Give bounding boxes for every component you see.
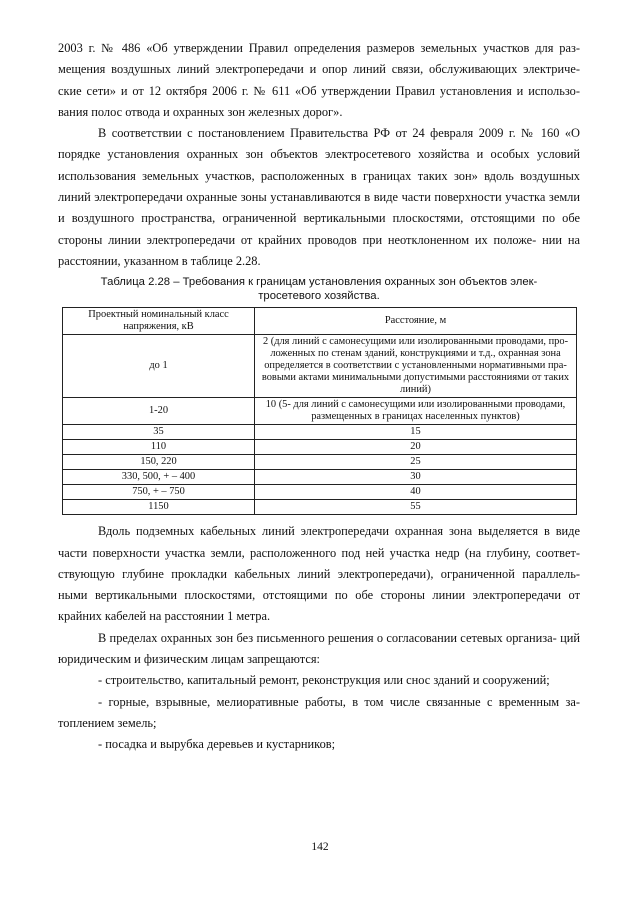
paragraph-decree-references: 2003 г. № 486 «Об утверждении Правил определения размеров земельных участков для раз- мещения воздушных линий электропередачи и опор линий связи, обслуживающих электриче- ские сети» и от 12 октября 2006 г. № 611 «Об утверждении Правил установления и использо- вания полос отвода и охранных зон железных дорог». bbox=[58, 41, 580, 119]
paragraph-underground-lines: Вдоль подземных кабельных линий электропередачи охранная зона выделяется в виде части поверхности участка земли, расположенного под ней участка недр (на глубину, соответ- ствующую глубине прокладки кабельных линий электропередачи), ограниченной параллель- ными вертикальными плоскостями, отстоящими по обе стороны линии электропередачи от крайних кабелей на расстоянии 1 метра. bbox=[58, 524, 580, 624]
table-cell: 30 bbox=[255, 470, 577, 485]
table-cell: 150, 220 bbox=[63, 455, 255, 470]
table-row bbox=[63, 470, 577, 485]
table-cell: 2 (для линий с самонесущими или изолированными проводами, про-ложенных по стенам зданий, конструкциями и т.д., охранная зона определяется в соответствии с установленными нормативными пра-вовыми актами минимальными допустимыми расстояниями от таких линий) bbox=[255, 335, 577, 398]
table-cell: 25 bbox=[255, 455, 577, 470]
table-cell: 40 bbox=[255, 485, 577, 500]
table-row bbox=[63, 440, 577, 455]
table-cell: 1-20 bbox=[63, 398, 255, 425]
protection-zone-table bbox=[62, 307, 577, 515]
table-cell: 10 (5- для линий с самонесущими или изолированными проводами, размещенных в границах населенных пунктов) bbox=[255, 398, 577, 425]
table-cell: 15 bbox=[255, 425, 577, 440]
paragraph-overhead-lines: В соответствии с постановлением Правительства РФ от 24 февраля 2009 г. № 160 «О порядке установления охранных зон объектов электросетевого хозяйства и особых условий использования земельных участков, расположенных в границах таких зон» вдоль воздушных линий электропередачи охранные зоны устанавливаются в виде части поверхности участка земли и воздушного пространства, ограниченной вертикальными плоскостями, отстоящими по обе стороны линии электропередачи от крайних проводов при неотклоненном их положе- нии на расстоянии, указанном в таблице 2.28. bbox=[58, 126, 580, 268]
table-row bbox=[63, 455, 577, 470]
table-header-cell: Проектный номинальный класс напряжения, кВ bbox=[63, 308, 255, 335]
table-row bbox=[63, 500, 577, 515]
table-header-cell: Расстояние, м bbox=[255, 308, 577, 335]
table-row bbox=[63, 425, 577, 440]
list-item-trees: - посадка и вырубка деревьев и кустарников; bbox=[98, 737, 336, 752]
table-cell: 20 bbox=[255, 440, 577, 455]
paragraph-prohibitions-intro: В пределах охранных зон без письменного решения о согласовании сетевых организа- ций юридическим и физическим лицам запрещаются: bbox=[58, 630, 580, 667]
table-header-row bbox=[63, 308, 577, 335]
table-cell: 35 bbox=[63, 425, 255, 440]
table-cell: до 1 bbox=[63, 335, 255, 398]
table-cell: 330, 500, + – 400 bbox=[63, 470, 255, 485]
table-row bbox=[63, 335, 577, 398]
table-cell: 1150 bbox=[63, 500, 255, 515]
table-row bbox=[63, 485, 577, 500]
page-number: 142 bbox=[311, 841, 329, 853]
table-caption: Таблица 2.28 – Требования к границам установления охранных зон объектов элек- тросетевого хозяйства. bbox=[100, 276, 538, 303]
table-row bbox=[63, 398, 577, 425]
table-cell: 55 bbox=[255, 500, 577, 515]
table-cell: 110 bbox=[63, 440, 255, 455]
table-cell: 750, + – 750 bbox=[63, 485, 255, 500]
list-item-mining: - горные, взрывные, мелиоративные работы, в том числе связанные с временным за- топлением земель; bbox=[58, 694, 580, 730]
list-item-construction: - строительство, капитальный ремонт, реконструкция или снос зданий и сооружений; bbox=[98, 673, 550, 688]
document-page bbox=[58, 38, 580, 756]
